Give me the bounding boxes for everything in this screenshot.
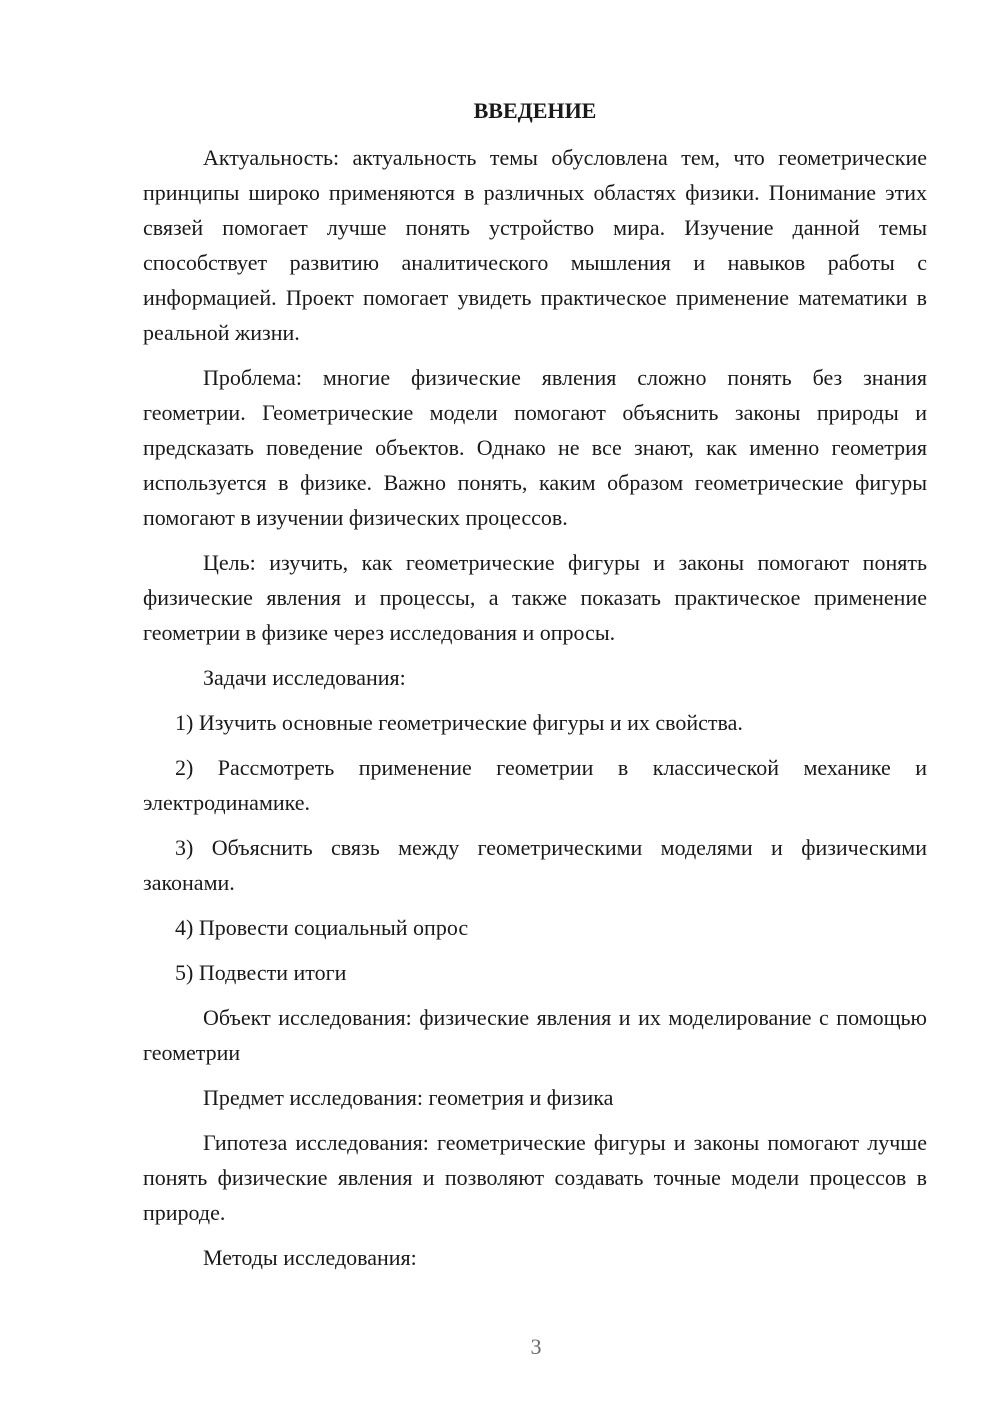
hypothesis-paragraph: Гипотеза исследования: геометрические фигуры и законы помогают лучше понять физические явления и позволяют создавать точные модели процессов в природе.	[143, 1130, 927, 1225]
relevance-paragraph: Актуальность: актуальность темы обусловлена тем, что геометрические принципы широко применяются в различных областях физики. Понимание этих связей помогает лучше понять устройство мира. Изучение данной темы способствует развитию аналитического мышления и навыков работы с информацией. Проект помогает увидеть практическое применение математики в реальной жизни.	[143, 145, 927, 345]
subject-paragraph: Предмет исследования: геометрия и физика	[203, 1085, 614, 1110]
tasks-heading: Задачи исследования:	[203, 665, 406, 690]
task-item: 1) Изучить основные геометрические фигуры и их свойства.	[175, 710, 743, 735]
methods-heading: Методы исследования:	[203, 1245, 417, 1270]
task-item: 2) Рассмотреть применение геометрии в классической механике и электродинамике.	[143, 755, 927, 815]
object-paragraph: Объект исследования: физические явления и их моделирование с помощью геометрии	[143, 1005, 927, 1065]
document-title: ВВЕДЕНИЕ	[473, 98, 597, 123]
page-number: 3	[530, 1334, 542, 1359]
problem-paragraph: Проблема: многие физические явления сложно понять без знания геометрии. Геометрические модели помогают объяснить законы природы и предсказать поведение объектов. Однако не все знают, как именно геометрия используется в физике. Важно понять, каким образом геометрические фигуры помогают в изучении физических процессов.	[143, 365, 927, 530]
tasks-list	[143, 705, 927, 990]
task-item: 4) Провести социальный опрос	[175, 915, 469, 940]
goal-paragraph: Цель: изучить, как геометрические фигуры и законы помогают понять физические явления и процессы, а также показать практическое применение геометрии в физике через исследования и опросы.	[143, 550, 927, 645]
task-item: 3) Объяснить связь между геометрическими моделями и физическими законами.	[143, 835, 927, 895]
task-item: 5) Подвести итоги	[175, 960, 347, 985]
document-page	[143, 94, 927, 1285]
